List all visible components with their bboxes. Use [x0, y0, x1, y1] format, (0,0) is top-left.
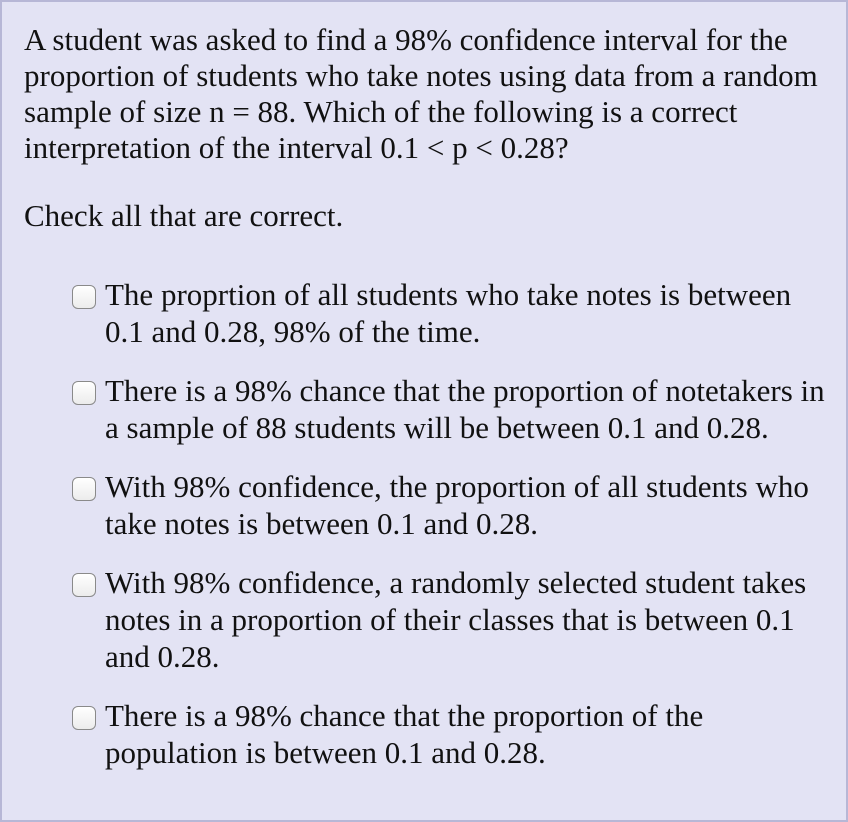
- checkbox-option-5[interactable]: [72, 706, 96, 730]
- answer-options-list: [72, 276, 832, 771]
- option-1-label[interactable]: The proprtion of all students who take notes is between 0.1 and 0.28, 98% of the time.: [105, 277, 792, 349]
- question-text: A student was asked to find a 98% confidence interval for the proportion of students who take notes using data from a random sample of size n = 88. Which of the following is a correct interpretation of the interval 0.1 < p < 0.28?: [24, 22, 818, 165]
- checkbox-option-3[interactable]: [72, 477, 96, 501]
- checkbox-option-2[interactable]: [72, 381, 96, 405]
- option-3-label[interactable]: With 98% confidence, the proportion of all students who take notes is between 0.1 and 0.28.: [105, 469, 809, 541]
- option-5-label[interactable]: There is a 98% chance that the proportion of the population is between 0.1 and 0.28.: [105, 698, 704, 770]
- option-2-label[interactable]: There is a 98% chance that the proportion of notetakers in a sample of 88 students will be between 0.1 and 0.28.: [105, 373, 825, 445]
- answer-option-3[interactable]: [72, 468, 832, 542]
- answer-option-1[interactable]: [72, 276, 832, 350]
- option-4-label[interactable]: With 98% confidence, a randomly selected student takes notes in a proportion of their classes that is between 0.1 and 0.28.: [105, 565, 807, 674]
- answer-option-4[interactable]: [72, 564, 832, 675]
- instruction-text: Check all that are correct.: [24, 198, 344, 233]
- answer-option-5[interactable]: [72, 697, 832, 771]
- checkbox-option-4[interactable]: [72, 573, 96, 597]
- answer-option-2[interactable]: [72, 372, 832, 446]
- checkbox-option-1[interactable]: [72, 285, 96, 309]
